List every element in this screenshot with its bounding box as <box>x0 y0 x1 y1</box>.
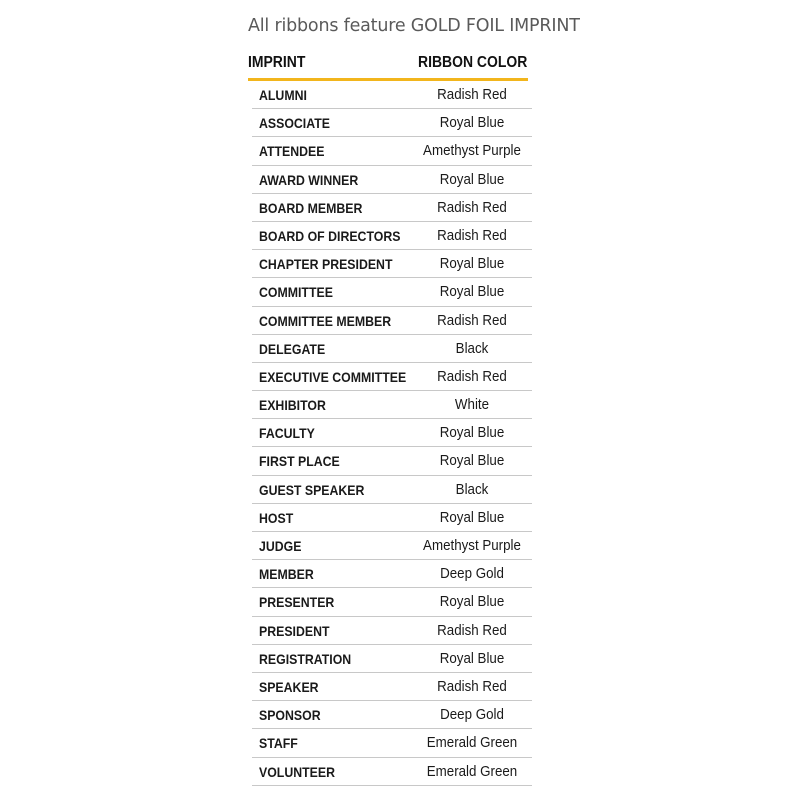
ribbon-color-cell: Radish Red <box>437 312 507 329</box>
imprint-cell: EXHIBITOR <box>259 397 326 414</box>
ribbon-color-cell: Emerald Green <box>426 735 518 752</box>
imprint-cell: REGISTRATION <box>259 650 352 667</box>
table-row <box>252 419 532 447</box>
ribbon-color-cell: Radish Red <box>437 199 507 216</box>
ribbon-color-cell: Royal Blue <box>439 650 505 667</box>
table-header <box>248 52 528 81</box>
table-row <box>252 532 532 560</box>
imprint-cell: SPEAKER <box>259 678 319 695</box>
table-row <box>252 758 532 786</box>
ribbon-color-cell: Radish Red <box>437 678 507 695</box>
imprint-cell: HOST <box>259 509 294 526</box>
ribbon-color-cell: Black <box>455 340 489 357</box>
ribbon-color-cell: Royal Blue <box>439 509 505 526</box>
imprint-cell: FACULTY <box>259 425 315 442</box>
ribbon-color-cell: Radish Red <box>437 622 507 639</box>
imprint-cell: ATTENDEE <box>259 143 325 160</box>
ribbon-color-cell: White <box>454 397 490 414</box>
table-row <box>252 363 532 391</box>
imprint-cell: GUEST SPEAKER <box>259 481 365 498</box>
table-row <box>252 476 532 504</box>
table-row <box>252 109 532 137</box>
ribbon-color-cell: Radish Red <box>437 87 507 103</box>
table-row <box>252 222 532 250</box>
imprint-cell: ASSOCIATE <box>259 115 330 132</box>
table-row <box>252 278 532 306</box>
table-row <box>252 560 532 588</box>
imprint-cell: DELEGATE <box>259 340 326 357</box>
table-row <box>252 137 532 165</box>
ribbon-color-cell: Royal Blue <box>439 425 505 442</box>
table-row <box>252 81 532 109</box>
table-row <box>252 701 532 729</box>
ribbon-color-cell: Emerald Green <box>426 763 518 780</box>
imprint-cell: STAFF <box>259 735 298 752</box>
ribbon-color-cell: Royal Blue <box>439 284 505 301</box>
ribbon-color-cell: Royal Blue <box>439 256 505 273</box>
table-row <box>252 673 532 701</box>
table-row <box>252 645 532 673</box>
ribbon-color-cell: Amethyst Purple <box>423 538 521 554</box>
imprint-cell: MEMBER <box>259 566 314 583</box>
table-row <box>252 617 532 645</box>
ribbon-color-cell: Deep Gold <box>440 566 504 583</box>
imprint-cell: EXECUTIVE COMMITTEE <box>259 368 407 385</box>
table-row <box>252 391 532 419</box>
ribbon-color-cell: Black <box>455 481 489 498</box>
ribbon-color-cell: Royal Blue <box>439 115 505 132</box>
ribbon-color-cell: Deep Gold <box>440 707 504 724</box>
ribbon-color-cell: Royal Blue <box>439 594 505 611</box>
ribbon-color-cell: Radish Red <box>437 368 507 385</box>
imprint-cell: BOARD OF DIRECTORS <box>259 227 401 244</box>
ribbon-table <box>248 52 532 786</box>
imprint-cell: SPONSOR <box>259 707 321 724</box>
table-row <box>252 504 532 532</box>
table-row <box>252 166 532 194</box>
imprint-cell: COMMITTEE <box>259 284 333 301</box>
table-row <box>252 307 532 335</box>
imprint-cell: VOLUNTEER <box>259 763 335 780</box>
ribbon-color-cell: Royal Blue <box>439 171 505 188</box>
ribbon-color-cell: Amethyst Purple <box>423 143 521 160</box>
imprint-cell: ALUMNI <box>259 87 307 103</box>
imprint-cell: PRESENTER <box>259 594 335 611</box>
imprint-cell: JUDGE <box>259 538 302 554</box>
table-row <box>252 250 532 278</box>
table-row <box>252 729 532 757</box>
table-row <box>252 335 532 363</box>
header-imprint: IMPRINT <box>248 54 306 71</box>
imprint-cell: COMMITTEE MEMBER <box>259 312 392 329</box>
header-ribbon-color: RIBBON COLOR <box>418 54 528 71</box>
table-row <box>252 447 532 475</box>
imprint-cell: FIRST PLACE <box>259 453 340 470</box>
imprint-cell: CHAPTER PRESIDENT <box>259 256 393 273</box>
table-row <box>252 588 532 616</box>
ribbon-color-cell: Royal Blue <box>439 453 505 470</box>
table-subtitle: All ribbons feature GOLD FOIL IMPRINT <box>248 16 580 36</box>
ribbon-color-cell: Radish Red <box>437 227 507 244</box>
imprint-cell: PRESIDENT <box>259 622 330 639</box>
table-row <box>252 194 532 222</box>
imprint-cell: BOARD MEMBER <box>259 199 363 216</box>
imprint-cell: AWARD WINNER <box>259 171 359 188</box>
table-body <box>248 81 532 786</box>
